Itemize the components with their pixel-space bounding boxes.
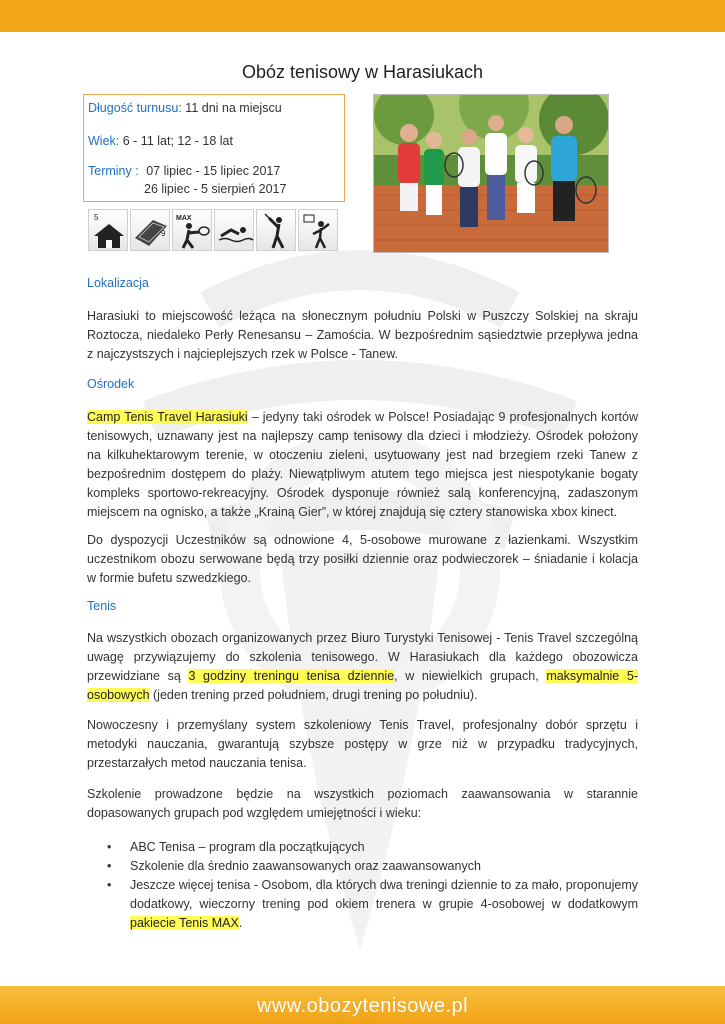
osrodek-paragraph-2: Do dyspozycji Uczestników są odnowione 4, 5-osobowe murowane z łazienkami. Wszystkim uczestnikom obozu serwowane będą trzy posiłki dziennie oraz podwieczorek – śniadanie i kolacja w formie bufetu szwedzkiego. <box>87 533 638 585</box>
dates-row-2 <box>144 182 286 196</box>
tenis-p1-text-b: , w niewielkich grupach, <box>394 669 547 683</box>
list-item-end: . <box>238 916 243 930</box>
accommodation-badge: 5 <box>94 213 99 222</box>
camp-name-highlight: Camp Tenis Travel Harasiuki <box>87 410 248 424</box>
tenis-paragraph-1 <box>87 629 638 705</box>
section-heading-tenis: Tenis <box>87 599 117 613</box>
footer-url[interactable]: www.obozytenisowe.pl <box>256 995 469 1017</box>
age-label: Wiek: <box>88 134 120 148</box>
list-item-text: Jeszcze więcej tenisa - Osobom, dla których dwa treningi dziennie to za mało, proponujemy dodatkowy, wieczorny trening pod okiem trenera w grupie 4-osobowej w dodatkowym <box>130 878 638 911</box>
info-box <box>83 94 345 202</box>
duration-value: 11 dni na miejscu <box>185 101 282 115</box>
tennis-courts-badge: 9 <box>161 229 166 238</box>
lokalizacja-paragraph: Harasiuki to miejscowość leżąca na słonecznym południu Polski w Puszczy Solskiej na skraju Roztocza, niedaleko Perły Renesansu – Zamościa. W bezpośrednim sąsiedztwie przepływa jedna z najczystszych i najcieplejszych rzek w Polsce - Tanew. <box>87 309 638 361</box>
osrodek-paragraph-1 <box>87 408 638 522</box>
tenis-p1-text-c: (jeden trening przed południem, drugi trening po południu). <box>149 688 478 702</box>
tenis-paragraph-2: Nowoczesny i przemyślany system szkoleniowy Tenis Travel, profesjonalny dobór sprzętu i metodyki nauczania, gwarantują szybsze postępy w grze niż w przypadku tradycyjnych, przestarzałych metod nauczania tenisa. <box>87 718 638 770</box>
page-title: Obóz tenisowy w Harasiukach <box>241 62 484 82</box>
list-item: • Szkolenie dla średnio zaawansowanych oraz zaawansowanych <box>87 857 638 876</box>
group-photo <box>373 94 609 253</box>
tennis-max-badge: MAX <box>176 215 192 222</box>
dates-label: Terminy : <box>88 164 139 178</box>
tenis-p1-text-a: Na wszystkich obozach organizowanych przez Biuro Turystyki Tenisowej - Tenis Travel szczególną uwagę przywiązujemy do szkolenia tenisowego. W Harasiukach dla każdego obozowicza przewidziane są <box>87 631 638 683</box>
osrodek-paragraph-1-text: – jedyny taki ośrodek w Polsce! Posiadając 9 profesjonalnych kortów tenisowych, uznawany jest na najlepszy camp tenisowy dla dzieci i młodzieży. Ośrodek położony na kilkuhektarowym terenie, w otoczeniu zieleni, usytuowany jest nad brzegiem rzeki Tanew z bezpośrednim dostępem do plaży. Niewątpliwym atutem tego miejsca jest niespotykanie bogaty kompleks sportowo-rekreacyjny. Ośrodek dysponuje również salą konferencyjną, zadaszonym miejscem na ognisko, a także „Krainą Gier”, w której znajdują się cztery stanowiska xbox kinect. <box>87 410 638 519</box>
date-range-1: 07 lipiec - 15 lipiec 2017 <box>146 164 281 178</box>
tenis-paragraph-3: Szkolenie prowadzone będzie na wszystkich poziomach zaawansowania w starannie dopasowanych grupach pod względem umiejętności i wieku: <box>87 787 638 820</box>
duration-label: Długość turnusu: <box>88 101 182 115</box>
tennis-max-icon <box>172 209 212 251</box>
training-hours-highlight: 3 godziny treningu tenisa dziennie <box>188 669 395 683</box>
tennis-courts-icon <box>130 209 170 251</box>
training-levels-list <box>87 838 638 933</box>
kinect-icon <box>298 209 338 251</box>
accommodation-icon <box>88 209 128 251</box>
swimming-icon <box>214 209 254 251</box>
duration-row <box>88 101 282 115</box>
dates-row <box>88 164 280 178</box>
section-heading-osrodek: Ośrodek <box>87 377 135 391</box>
tenis-max-package-highlight: pakiecie Tenis MAX <box>130 916 239 930</box>
list-item: • ABC Tenisa – program dla początkujących <box>87 838 638 857</box>
age-value: 6 - 11 lat; 12 - 18 lat <box>122 134 233 148</box>
section-heading-lokalizacja: Lokalizacja <box>87 276 149 290</box>
group-size-highlight: maksymalnie 5-osobowych <box>87 669 639 702</box>
age-row <box>88 134 233 148</box>
footer-band <box>0 986 725 1024</box>
list-item <box>87 876 638 933</box>
golf-icon <box>256 209 296 251</box>
top-orange-band <box>0 0 725 32</box>
date-range-2: 26 lipiec - 5 sierpień 2017 <box>144 182 287 196</box>
